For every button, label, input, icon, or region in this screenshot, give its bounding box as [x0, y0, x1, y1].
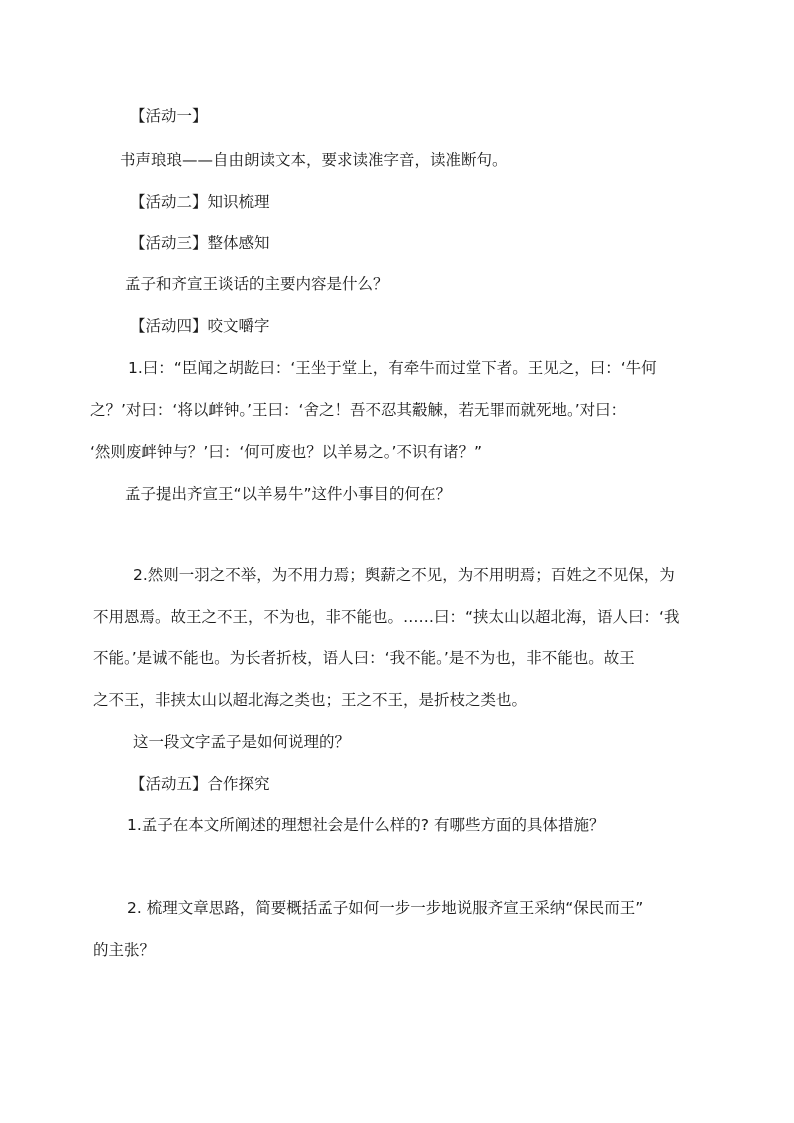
- activity5-question-2-line: 2. 梳理文章思路，简要概括孟子如何一步一步地说服齐宣王采纳“保民而王”: [127, 899, 644, 917]
- passage2-line: 不用恩焉。故王之不王，不为也，非不能也。……曰：“挟太山以超北海，语人曰：‘我: [93, 608, 680, 626]
- activity5-question-2-line: 的主张？: [93, 941, 156, 959]
- activity5-heading: 【活动五】合作探究: [130, 775, 270, 793]
- passage1-question: 孟子提出齐宣王“以羊易牛”这件小事目的何在？: [125, 485, 452, 503]
- passage2-line: 不能。’是诚不能也。为长者折枝，语人曰：‘我不能。’是不为也，非不能也。故王: [93, 649, 635, 667]
- activity3-heading: 【活动三】整体感知: [130, 234, 270, 252]
- passage1-line: ‘然则废衅钟与？’曰：‘何可废也？以羊易之。’不识有诸？”: [90, 443, 482, 461]
- passage1-line: 之？’对曰：‘将以衅钟。’王曰：‘舍之！吾不忍其觳觫，若无罪而就死地。’对曰：: [90, 401, 627, 419]
- passage2-question: 这一段文字孟子是如何说理的？: [133, 733, 351, 751]
- activity5-question-1: 1.孟子在本文所阐述的理想社会是什么样的? 有哪些方面的具体措施？: [127, 816, 605, 834]
- passage2-line: 之不王，非挟太山以超北海之类也；王之不王，是折枝之类也。: [93, 691, 528, 709]
- activity2-heading: 【活动二】知识梳理: [130, 193, 270, 211]
- activity4-heading: 【活动四】咬文嚼字: [130, 317, 270, 335]
- passage1-line: 1.曰：“臣闻之胡龁曰：‘王坐于堂上，有牵牛而过堂下者。王见之，曰：‘牛何: [128, 359, 657, 377]
- activity3-question: 孟子和齐宣王谈话的主要内容是什么？: [125, 275, 389, 293]
- passage2-line: 2.然则一羽之不举，为不用力焉；舆薪之不见，为不用明焉；百姓之不见保，为: [133, 566, 675, 584]
- activity1-heading: 【活动一】: [130, 107, 208, 125]
- activity1-text: 书声琅琅——自由朗读文本，要求读准字音，读准断句。: [120, 151, 508, 169]
